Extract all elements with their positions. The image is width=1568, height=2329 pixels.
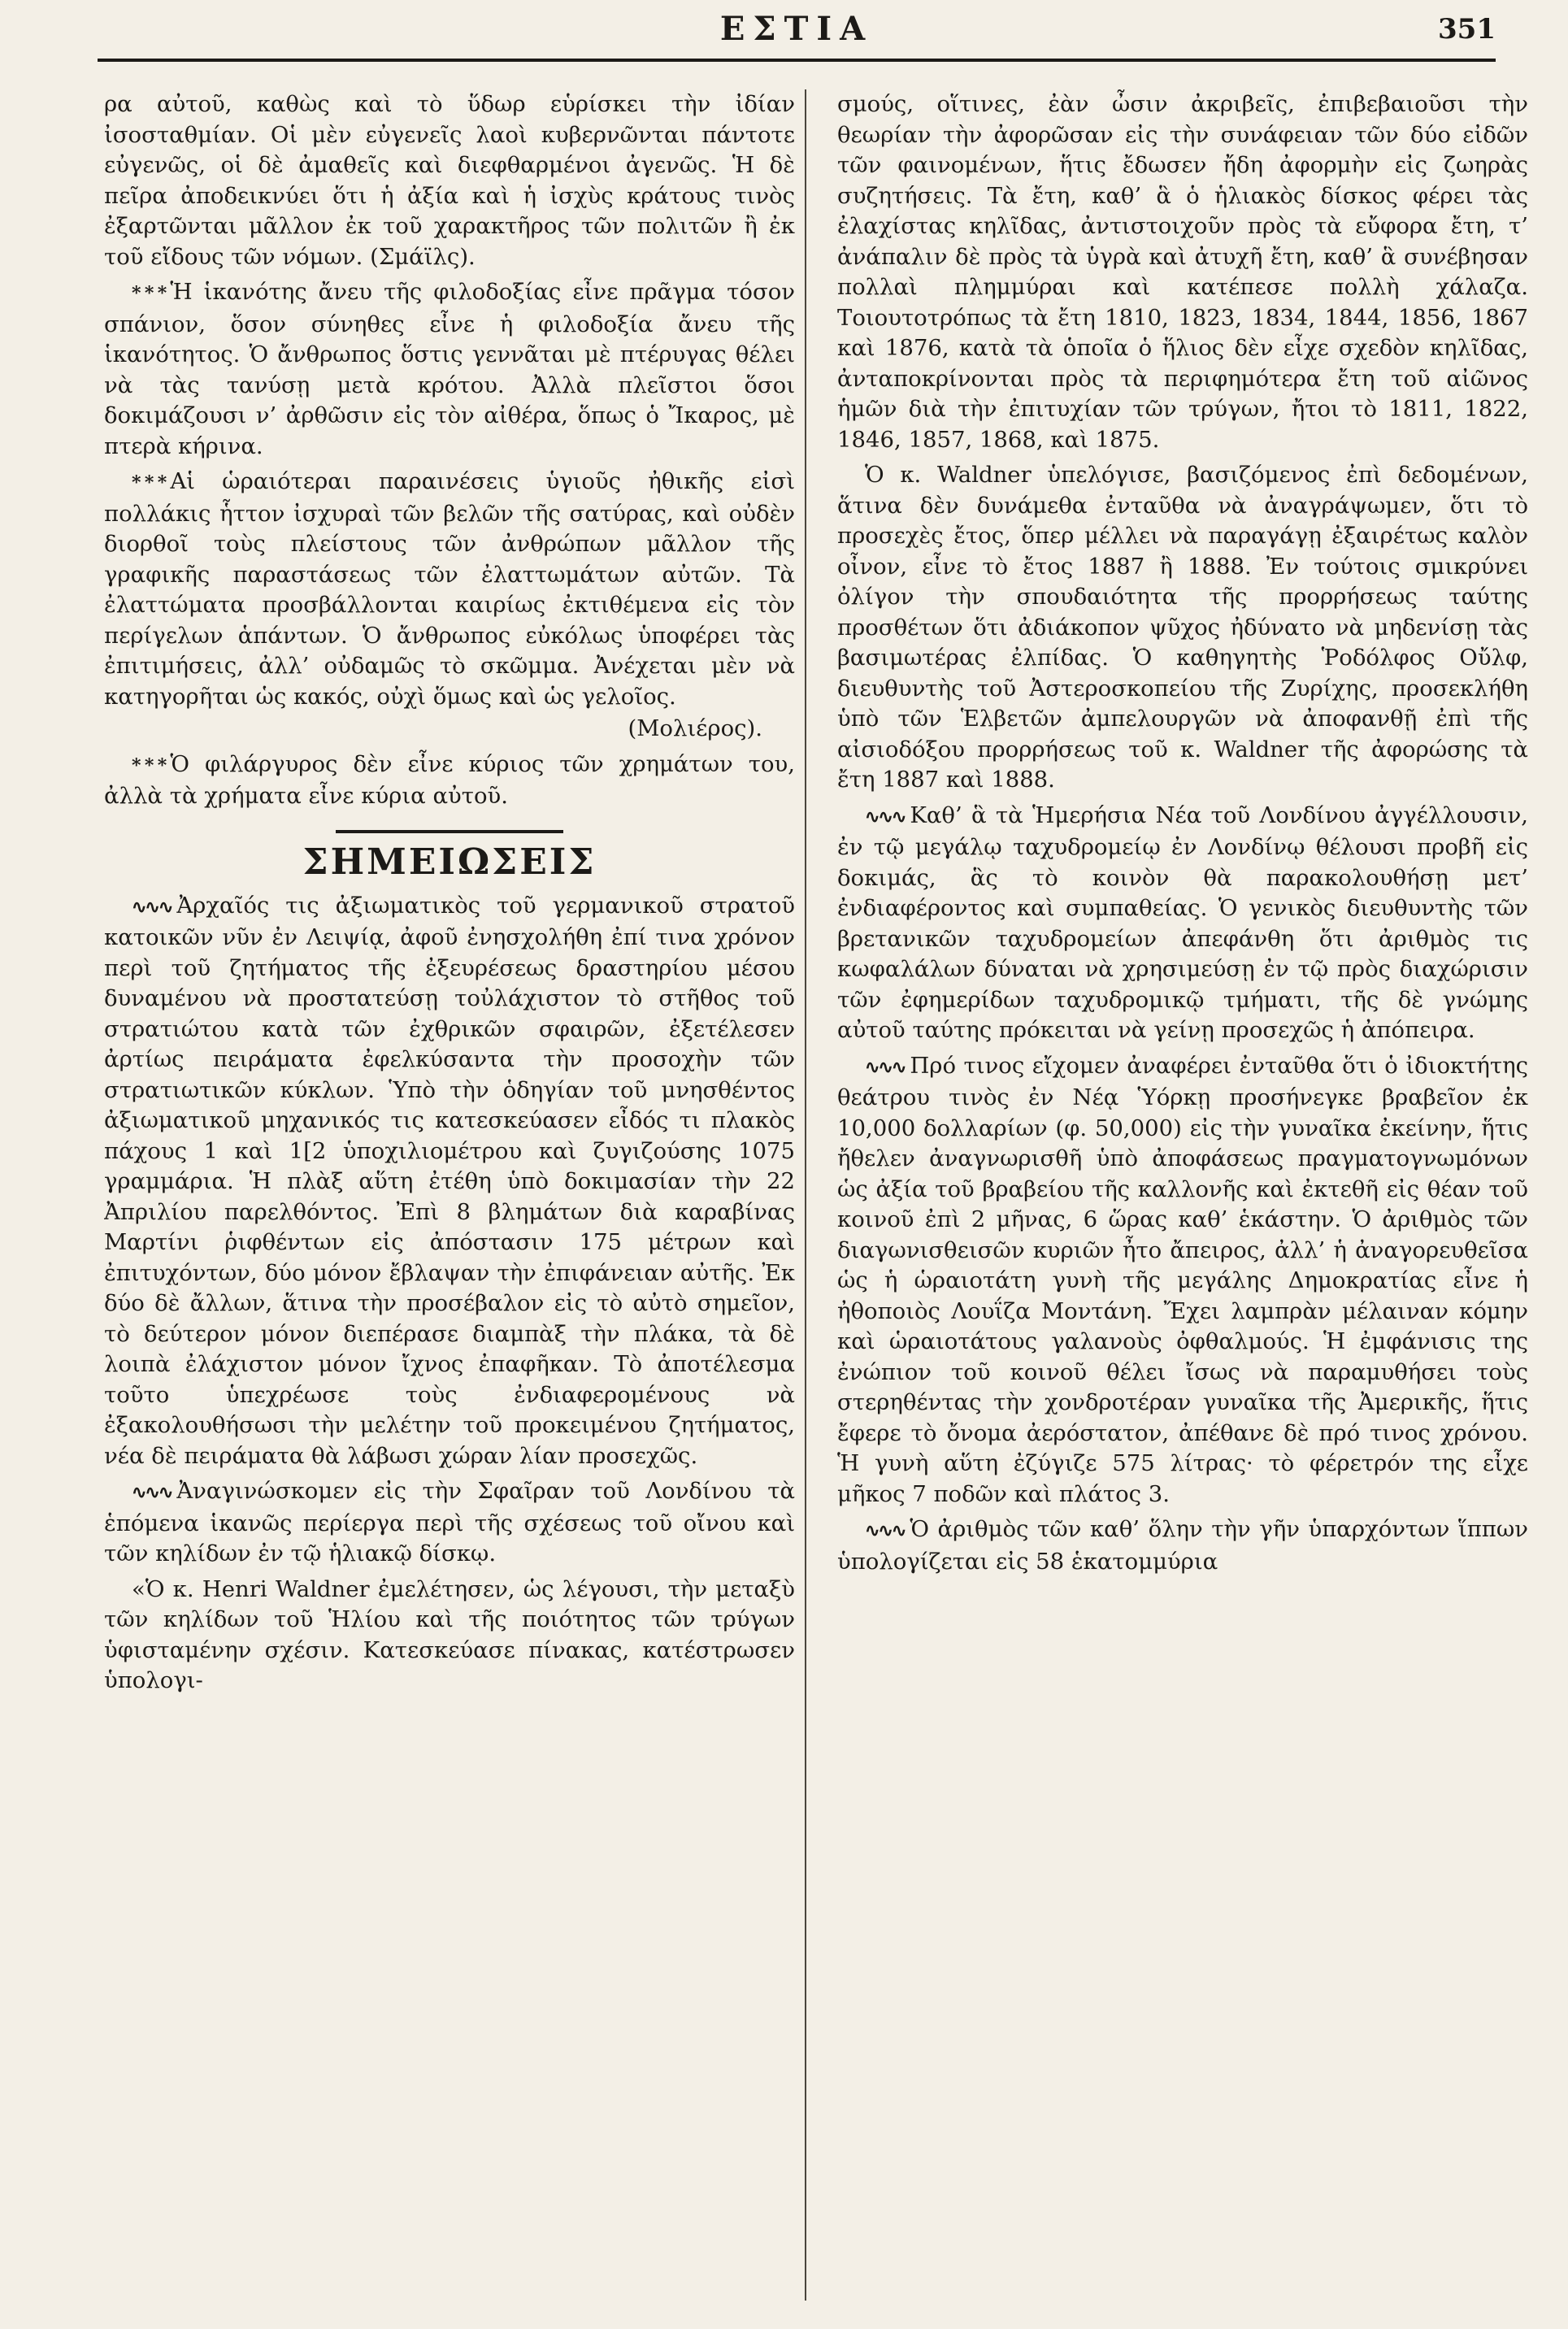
right-column [837,89,1528,2317]
note-armor-plate [104,891,795,1472]
section-rule [336,830,563,833]
note-wine-sunspots-intro-text: Ἀναγινώσκομεν εἰς τὴν Σφαῖραν τοῦ Λονδίνου τὰ ἑπόμενα ἱκανῶς περίεργα περὶ τῆς σχέσεως τοῦ οἴνου καὶ τῶν κηλίδων ἐν τῷ ἡλιακῷ δίσκῳ. [104,1478,795,1566]
paragraph-smiles-quote: ρα αὐτοῦ, καθὼς καὶ τὸ ὕδωρ εὑρίσκει τὴν ἰδίαν ἰσοσταθμίαν. Οἱ μὲν εὐγενεῖς λαοὶ κυβερνῶνται πάντοτε εὐγενῶς, οἱ δὲ ἀμαθεῖς καὶ διεφθαρμένοι ἀγενῶς. Ἡ δὲ πεῖρα ἀποδεικνύει ὅτι ἡ ἀξία καὶ ἡ ἰσχὺς κράτους τινὸς ἐξαρτῶνται μᾶλλον ἐκ τοῦ χαρακτῆρος τῶν πολιτῶν ἢ ἐκ τοῦ εἴδους τῶν νόμων. (Σμάϊλς). [104,91,795,270]
paragraph-satire [104,467,795,712]
paragraph-satire-text: Αἱ ὡραιότεραι παραινέσεις ὑγιοῦς ἠθικῆς εἰσὶ πολλάκις ἧττον ἰσχυραὶ τῶν βελῶν τῆς σατύρας, καὶ οὐδὲν διορθοῖ τοὺς πλείστους τῶν ἀνθρώπων μᾶλλον τῆς γραφικῆς παραστάσεως τῶν ἐλαττωμάτων αὐτῶν. Τὰ ἐλαττώματα προσβάλλονται καιρίως ἐκτιθέμενα εἰς τὸν περίγελων ἁπάντων. Ὁ ἄνθρωπος εὐκόλως ὑποφέρει τὰς ἐπιτιμήσεις, ἀλλ’ οὐδαμῶς τὸ σκῶμμα. Ἀνέχεται μὲν νὰ κατηγορῆται ὡς κακός, οὐχὶ ὅμως καὶ ὡς γελοῖος. [104,468,795,710]
asterism-mark: * * * [132,472,167,493]
note-beauty-prize-text: Πρό τινος εἴχομεν ἀναφέρει ἐνταῦθα ὅτι ὁ ἰδιοκτήτης θεάτρου τινὸς ἐν Νέᾳ Ὑόρκῃ προσήνεγκε βραβεῖον ἐκ 10,000 δολλαρίων (φ. 50,000) εἰς τὴν γυναῖκα ἐκείνην, ἥτις ἤθελεν ἀναγνωρισθῆ ὑπὸ ἀποφάσεως πραγματογνωμόνων ὡς ἀξία τοῦ βραβείου τῆς καλλονῆς καὶ ἐκτεθῆ εἰς θέαν τοῦ κοινοῦ ἐπὶ 2 μῆνας, 6 ὥρας καθ’ ἑκάστην. Ὁ ἀριθμὸς τῶν διαγωνισθεισῶν κυριῶν ἦτο ἄπειρος, ἀλλ’ ἡ ἀναγορευθεῖσα ὡς ἡ ὡραιοτάτη γυνὴ τῆς μεγάλης Δημοκρατίας εἶνε ἡ ἠθοποιὸς Λουΐζα Μοντάνη. Ἔχει λαμπρὰν μέλαιναν κόμην καὶ ὡραιοτάτους γαλανοὺς ὀφθαλμούς. Ἡ ἐμφάνισις της ἐνώπιον τοῦ κοινοῦ θέλει ἴσως νὰ παραμυθήσει τοὺς στερηθέντας τὴν χονδροτέραν γυναῖκα τῆς Ἀμερικῆς, ἥτις ἔφερε τὸ ὄνομα ἀερόστατον, ἀπέθανε δὲ πρό τινος χρόνου. Ἡ γυνὴ αὕτη ἐζύγιζε 575 λίτρας· τὸ φέρετρόν της εἶχε μῆκος 7 ποδῶν καὶ πλάτος 3. [837,1052,1528,1507]
note-wine-sunspots-intro [104,1476,795,1570]
page-header [98,0,1496,57]
attribution-moliere: (Μολιέρος). [628,715,762,741]
section-title: ΣΗΜΕΙΩΣΕΙΣ [302,841,597,883]
paragraph-waldner-forecast: Ὁ κ. Waldner ὑπελόγισε, βασιζόμενος ἐπὶ δεδομένων, ἅτινα δὲν δυνάμεθα ἐνταῦθα νὰ ἀναγράψωμεν, ὅτι τὸ προσεχὲς ἔτος, ὅπερ μέλλει νὰ παραγάγῃ ἐξαιρέτως καλὸν οἶνον, εἶνε τὸ ἔτος 1887 ἢ 1888. Ἐν τούτοις σμικρύνει ὀλίγον τὴν σπουδαιότητα τῆς προρρήσεως ταύτης προσθέτων ὅτι ἀδιάκοπον ψῦχος ἠδύνατο νὰ μηδενίσῃ τὰς βασιμωτέρας ἐλπίδας. Ὁ καθηγητὴς Ῥοδόλφος Οὔλφ, διευθυντὴς τοῦ Ἀστεροσκοπείου τῆς Ζυρίχης, προσεκλήθη ὑπὸ τῶν Ἑλβετῶν ἀμπελουργῶν νὰ ἀποφανθῇ ἐπὶ τῆς αἰσιοδόξου προρρήσεως τοῦ κ. Waldner τῆς ἀφορώσης τὰ ἔτη 1887 καὶ 1888. [837,462,1528,793]
column-separator [805,89,806,2301]
note-horses [837,1514,1528,1577]
paragraph-miser-text: Ὁ φιλάργυρος δὲν εἶνε κύριος τῶν χρημάτων του, ἀλλὰ τὰ χρήματα εἶνε κύρια αὐτοῦ. [104,750,795,809]
note-waldner-continued: σμούς, οἵτινες, ἐὰν ὦσιν ἀκριβεῖς, ἐπιβεβαιοῦσι τὴν θεωρίαν τὴν ἀφορῶσαν εἰς τὴν συνάφειαν τῶν δύο εἰδῶν τῶν φαινομένων, ἥτις ἔδωσεν ἤδη ἀφορμὴν εἰς ζωηρὰς συζητήσεις. Τὰ ἔτη, καθ’ ἃ ὁ ἡλιακὸς δίσκος φέρει τὰς ἐλαχίστας κηλῖδας, ἀντιστοιχοῦν πρὸς τὰ εὔφορα ἔτη, τ’ ἀνάπαλιν δὲ πρὸς τὰ ὑγρὰ καὶ ἀτυχῆ ἔτη, καθ’ ἃ συνέβησαν πολλαὶ πλημμύραι καὶ κατέπεσε πολλὴ χάλαζα. Τοιουτοτρόπως τὰ ἔτη 1810, 1823, 1834, 1844, 1856, 1867 καὶ 1876, κατὰ τὰ ὁποῖα ὁ ἥλιος δὲν εἶχε σχεδὸν κηλῖδας, ἀνταποκρίνονται πρὸς τὰ περιφημότερα ἔτη τοῦ αἰῶνος ἡμῶν διὰ τὴν ἐπιτυχίαν τῶν τρύγων, ἤτοι τὸ 1811, 1822, 1846, 1857, 1868, καὶ 1875. [837,91,1528,453]
paragraph-ambition [104,277,795,462]
header-rule [98,59,1496,62]
page-number: 351 [1438,13,1496,46]
note-horses-text: Ὁ ἀριθμὸς τῶν καθ’ ὅλην τὴν γῆν ὑπαρχόντων ἵππων ὑπολογίζεται εἰς 58 ἑκατομμύρια [837,1516,1528,1575]
ornament-icon: ∿∿∿ [865,806,906,828]
note-london-post [837,801,1528,1046]
ornament-icon: ∿∿∿ [865,1520,906,1541]
note-beauty-prize [837,1051,1528,1510]
left-column [104,89,795,2317]
masthead-title: ΕΣΤΙΑ [719,10,874,48]
paragraph-miser [104,750,795,812]
asterism-mark: * * * [132,754,167,776]
note-armor-plate-text: Ἀρχαῖός τις ἀξιωματικὸς τοῦ γερμανικοῦ στρατοῦ κατοικῶν νῦν ἐν Λειψίᾳ, ἀφοῦ ἐνησχολήθη ἐπί τινα χρόνον περὶ τοῦ ζητήματος τῆς ἐξευρέσεως δραστηρίου μέσου δυναμένου νὰ προστατεύσῃ τοὐλάχιστον τὸ στῆθος τοῦ στρατιώτου κατὰ τῶν ἐχθρικῶν σφαιρῶν, ἐξετέλεσεν ἀρτίως πειράματα ἐφελκύσαντα τὴν προσοχὴν τῶν στρατιωτικῶν κύκλων. Ὑπὸ τὴν ὁδηγίαν τοῦ μνησθέντος ἀξιωματικοῦ μηχανικός τις κατεσκεύασεν εἶδός τι πλακὸς πάχους 1 καὶ 1[2 ὑποχιλιομέτρου καὶ ζυγιζούσης 1075 γραμμάρια. Ἡ πλὰξ αὕτη ἐτέθη ὑπὸ δοκιμασίαν τὴν 22 Ἀπριλίου παρελθόντος. Ἐπὶ 8 βλημάτων διὰ καραβίνας Μαρτίνι ῥιφθέντων εἰς ἀπόστασιν 175 μέτρων καὶ ἐπιτυχόντων, δύο μόνον ἔβλαψαν τὴν ἐπιφάνειαν αὐτῆς. Ἐκ δύο δὲ ἄλλων, ἅτινα τὴν προσέβαλον εἰς τὸ αὐτὸ σημεῖον, τὸ δεύτερον μόνον διεπέρασε διαμπὰξ τὴν πλάκα, τὰ δὲ λοιπὰ ἐλάχιστον μόνον ἴχνος ἐπαφῆκαν. Τὸ ἀποτέλεσμα τοῦτο ὑπεχρέωσε τοὺς ἐνδιαφερομένους νὰ ἐξακολουθήσωσι τὴν μελέτην τοῦ προκειμένου ζητήματος, νέα δὲ πειράματα θὰ λάβωσι χώραν λίαν προσεχῶς. [104,892,795,1469]
ornament-icon: ∿∿∿ [865,1056,906,1078]
note-london-post-text: Καθ’ ἃ τὰ Ἡμερήσια Νέα τοῦ Λονδίνου ἀγγέλλουσιν, ἐν τῷ μεγάλῳ ταχυδρομείῳ ἐν Λονδίνῳ θέλουσι προβῆ εἰς δοκιμάς, ἃς τὸ κοινὸν θὰ παρακολουθήσῃ μετ’ ἐνδιαφέροντος καὶ συμπαθείας. Ὁ γενικὸς διευθυντὴς τῶν βρετανικῶν ταχυδρομείων ἀπεφάνθη ὅτι ἀριθμὸς τις κωφαλάλων δύναται νὰ χρησιμεύσῃ ἐν τῷ πρὸς διαχώρισιν τῶν ἐφημερίδων ταχυδρομικῷ τμήματι, τῆς δὲ γνώμης αὐτοῦ ταύτης πρόκειται νὰ γείνῃ προσεχῶς ἡ ἀπόπειρα. [837,802,1528,1043]
note-waldner-start: «Ὁ κ. Henri Waldner ἐμελέτησεν, ὡς λέγουσι, τὴν μεταξὺ τῶν κηλίδων τοῦ Ἡλίου καὶ τῆς ποιότητος τῶν τρύγων ὑφισταμένην σχέσιν. Κατεσκεύασε πίνακας, κατέστρωσεν ὑπολογι- [104,1575,795,1693]
paragraph-ambition-text: Ἡ ἱκανότης ἄνευ τῆς φιλοδοξίας εἶνε πρᾶγμα τόσον σπάνιον, ὅσον σύνηθες εἶνε ἡ φιλοδοξία ἄνευ τῆς ἱκανότητος. Ὁ ἄνθρωπος ὅστις γεννᾶται μὲ πτέρυγας θέλει νὰ τὰς τανύσῃ μετὰ κρότου. Ἀλλὰ πλεῖστοι ὅσοι δοκιμάζουσι ν’ ἀρθῶσιν εἰς τὸν αἰθέρα, ὅπως ὁ Ἴκαρος, μὲ πτερὰ κήρινα. [104,279,795,459]
asterism-mark: * * * [132,283,167,304]
ornament-icon: ∿∿∿ [132,896,172,918]
section-heading [104,830,795,883]
ornament-icon: ∿∿∿ [132,1482,172,1503]
